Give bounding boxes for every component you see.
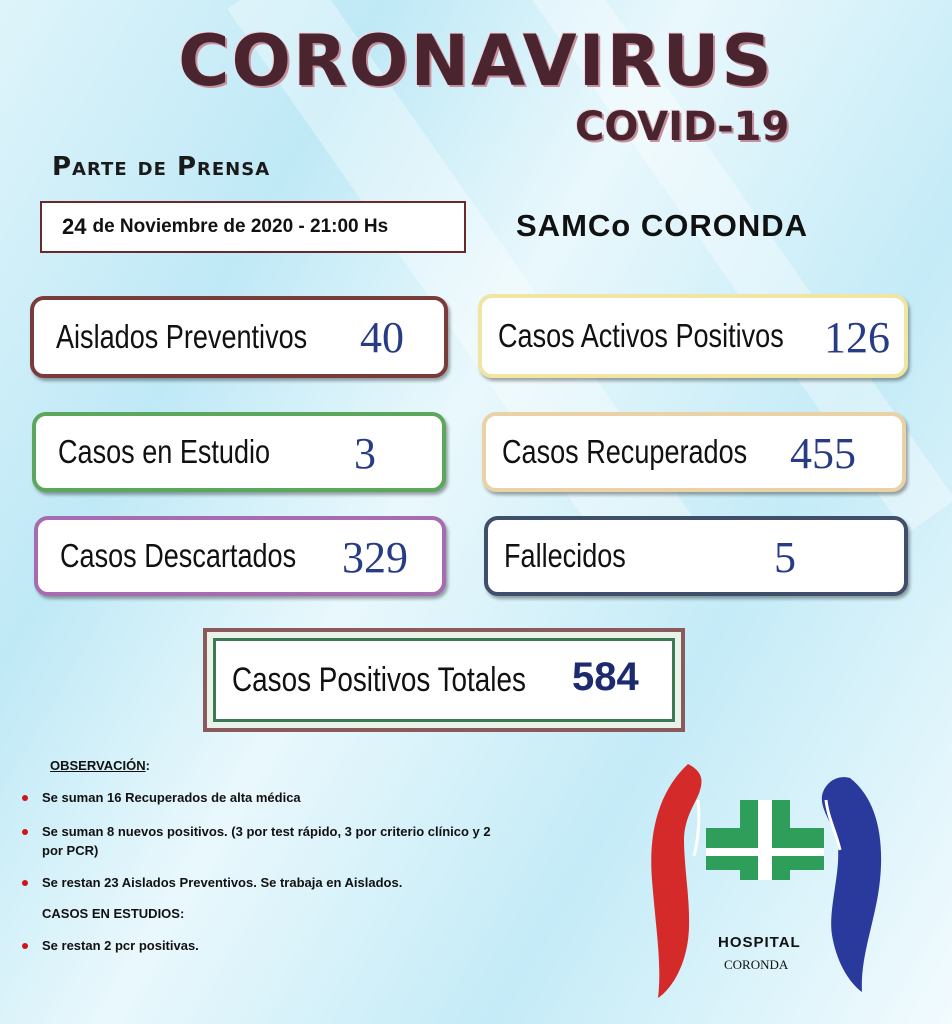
stat-fallecidos [484, 516, 908, 596]
press-heading: Parte de Prensa [52, 152, 271, 182]
stat-label: Aislados Preventivos [56, 318, 308, 355]
stat-label: Fallecidos [504, 537, 626, 574]
stat-value: 5 [774, 533, 796, 582]
stat-label: Casos Recuperados [502, 433, 748, 470]
logo-coronda-text: CORONDA [724, 957, 789, 972]
stat-value: 455 [790, 429, 856, 478]
stat-label: Casos Descartados [60, 537, 297, 574]
observation-text: Se restan 23 Aislados Preventivos. Se trabaja en Aislados. [42, 875, 403, 890]
stat-casos-activos-positivos [478, 294, 908, 378]
bullet-dot-icon [22, 829, 28, 835]
page-subtitle: COVID-19 [575, 104, 790, 150]
observations-title: OBSERVACIÓN: [50, 758, 150, 773]
stat-value: 40 [360, 313, 404, 362]
stat-value: 3 [354, 429, 376, 478]
stat-casos-en-estudio [32, 412, 446, 492]
studies-item [42, 936, 512, 955]
page-title: CORONAVIRUS [178, 20, 774, 102]
date-text: de Noviembre de 2020 - 21:00 Hs [92, 216, 389, 237]
left-hand-highlight [694, 800, 699, 856]
observation-text: Se suman 8 nuevos positivos. (3 por test rápido, 3 por criterio clínico y 2 por PCR) [42, 824, 491, 858]
organization-name: SAMCo CORONDA [516, 208, 808, 243]
logo-hospital-text: HOSPITAL [718, 934, 801, 951]
total-positive-inner [213, 638, 675, 722]
cross-gap [706, 848, 824, 856]
observations-title-text: OBSERVACIÓN [50, 758, 146, 773]
bullet-dot-icon [22, 880, 28, 886]
stat-casos-recuperados [482, 412, 906, 492]
left-hand-shape [651, 764, 701, 998]
bullet-dot-icon [22, 795, 28, 801]
right-hand-shape [822, 777, 881, 992]
stat-aislados-preventivos [30, 296, 448, 378]
studies-text: Se restan 2 pcr positivas. [42, 938, 199, 953]
stat-value: 126 [824, 313, 890, 362]
observation-item [42, 788, 512, 807]
observation-item [42, 873, 512, 892]
observation-text: Se suman 16 Recuperados de alta médica [42, 790, 301, 805]
studies-title: CASOS EN ESTUDIOS: [42, 906, 185, 921]
observation-item [42, 822, 502, 860]
total-value: 584 [572, 655, 639, 699]
bullet-dot-icon [22, 943, 28, 949]
cross-gap [758, 800, 772, 880]
date-day: 24 [62, 214, 87, 239]
total-label: Casos Positivos Totales [232, 660, 526, 699]
date-box [40, 201, 466, 253]
total-positive-box [203, 628, 685, 732]
stat-casos-descartados [34, 516, 446, 596]
stat-label: Casos en Estudio [58, 433, 271, 470]
stat-value: 329 [342, 533, 408, 582]
stat-label: Casos Activos Positivos [498, 317, 784, 354]
